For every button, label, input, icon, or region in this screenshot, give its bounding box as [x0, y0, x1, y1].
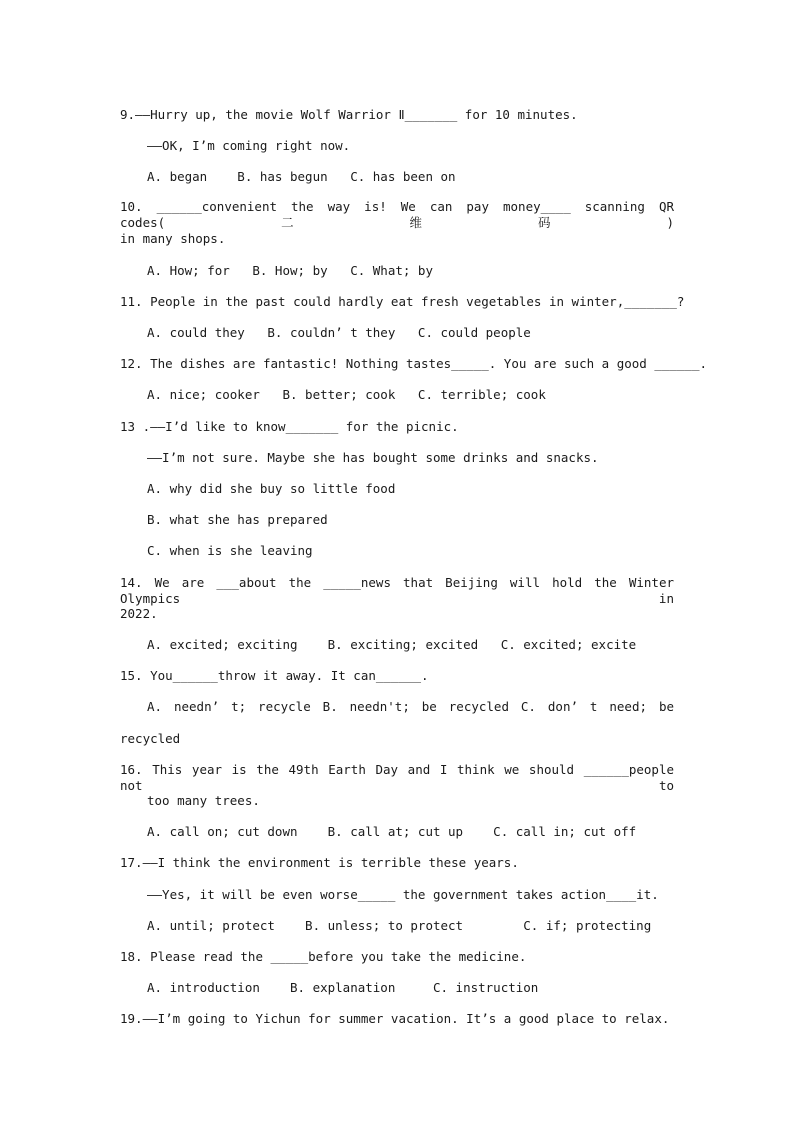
question-10-stem: 10. ______convenient the way is! We can pay money____ scanning QR codes(二维码) — [120, 199, 674, 230]
question-13-option-b: B. what she has prepared — [147, 512, 328, 527]
question-18-options: A. introduction B. explanation C. instruction — [147, 980, 539, 995]
question-9-stem: 9.——Hurry up, the movie Wolf Warrior Ⅱ_______ for 10 minutes. — [120, 107, 578, 122]
question-10-options: A. How; for B. How; by C. What; by — [147, 263, 433, 278]
question-15-options-cont: recycled — [120, 731, 181, 746]
question-14-stem: 14. We are ___about the _____news that Beijing will hold the Winter Olympics in — [120, 575, 674, 606]
question-15-options: A. needn’ t; recycle B. needn't; be recycled C. don’ t need; be — [147, 699, 674, 714]
question-11-stem: 11. People in the past could hardly eat fresh vegetables in winter,_______? — [120, 294, 685, 309]
question-10-stem-cont: in many shops. — [120, 231, 226, 246]
question-17-options: A. until; protect B. unless; to protect C. if; protecting — [147, 918, 652, 933]
question-15-stem: 15. You______throw it away. It can______. — [120, 668, 429, 683]
question-19-stem: 19.——I’m going to Yichun for summer vacation. It’s a good place to relax. — [120, 1011, 670, 1026]
question-13-stem: 13 .——I’d like to know_______ for the picnic. — [120, 419, 459, 434]
question-16-stem-cont: too many trees. — [147, 793, 260, 808]
question-13-option-a: A. why did she buy so little food — [147, 481, 396, 496]
question-16-stem: 16. This year is the 49th Earth Day and I think we should ______people not to — [120, 762, 674, 793]
question-12-stem: 12. The dishes are fantastic! Nothing tastes_____. You are such a good ______. — [120, 356, 707, 371]
question-14-options: A. excited; exciting B. exciting; excited C. excited; excite — [147, 637, 637, 652]
question-13-response: ——I’m not sure. Maybe she has bought some drinks and snacks. — [147, 450, 599, 465]
question-14-stem-cont: 2022. — [120, 606, 158, 621]
question-18-stem: 18. Please read the _____before you take the medicine. — [120, 949, 527, 964]
question-17-response: ——Yes, it will be even worse_____ the government takes action____it. — [147, 887, 659, 902]
question-9-options: A. began B. has begun C. has been on — [147, 169, 456, 184]
question-13-option-c: C. when is she leaving — [147, 543, 313, 558]
question-16-options: A. call on; cut down B. call at; cut up C. call in; cut off — [147, 824, 637, 839]
question-17-stem: 17.——I think the environment is terrible these years. — [120, 855, 519, 870]
question-12-options: A. nice; cooker B. better; cook C. terrible; cook — [147, 387, 546, 402]
question-9-response: ——OK, I’m coming right now. — [147, 138, 351, 153]
question-11-options: A. could they B. couldn’ t they C. could people — [147, 325, 531, 340]
